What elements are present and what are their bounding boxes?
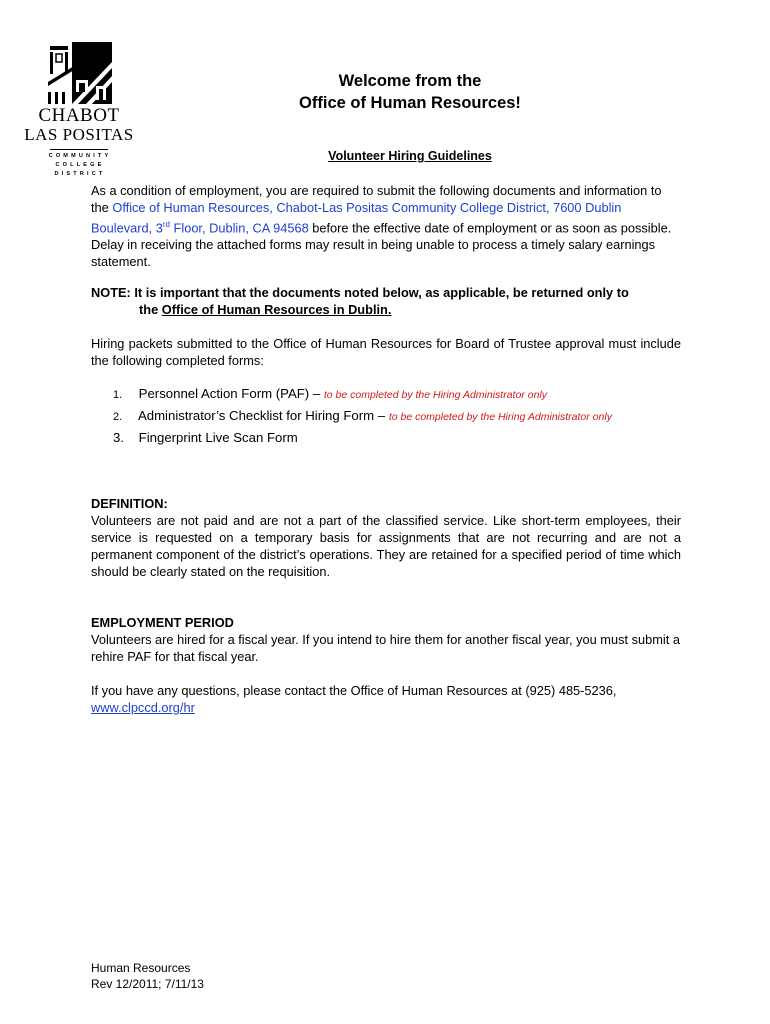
building-logo-icon (46, 42, 112, 104)
definition-heading: DEFINITION: (91, 496, 168, 511)
intro-paragraph (91, 182, 681, 270)
packets-paragraph: Hiring packets submitted to the Office of Human Resources for Board of Trustee approval must include the following completed forms: (91, 336, 681, 368)
note-text-a: It is important that the documents noted below, as applicable, be returned only to (134, 285, 629, 300)
list-item-label: Administrator’s Checklist for Hiring Form – (137, 408, 389, 423)
note-label: NOTE: (91, 285, 131, 300)
list-item-note: to be completed by the Hiring Administrator only (323, 389, 547, 401)
list-item-note: to be completed by the Hiring Administrator only (388, 411, 612, 423)
intro-address-a: Office of Human Resources, Chabot-Las Positas Community College District, 7600 Dublin Boulevard, 3 (91, 200, 622, 236)
list-item (91, 405, 691, 427)
list-item (91, 427, 691, 449)
title-line-2: Office of Human Resources! (299, 94, 521, 112)
district-logo (24, 42, 134, 177)
list-item-number: 1. (113, 389, 123, 401)
definition-text: Volunteers are not paid and are not a part of the classified service. Like short-term employees, their service is requested on a temporary basis for assignments that are not recurring and are not a permanent component of the district’s operations. They are retained for a specified period of time which should be clearly stated on the requisition. (91, 513, 681, 579)
list-item-label: Fingerprint Live Scan Form (138, 430, 298, 445)
hr-website-link[interactable]: www.clpccd.org/hr (91, 700, 195, 715)
employment-heading: EMPLOYMENT PERIOD (91, 615, 234, 630)
logo-community: COMMUNITY (48, 153, 112, 159)
intro-text-2: before the effective date of employment or as soon as possible. Delay in receiving the attached forms may result in being unable to process a timely salary earnings statement. (91, 220, 672, 270)
title-line-1: Welcome from the (338, 72, 482, 90)
list-item-number: 3. (113, 430, 124, 445)
logo-college: COLLEGE (55, 162, 105, 168)
intro-text-1: As a condition of employment, you are required to submit the following documents and information to the (91, 183, 662, 215)
contact-text: If you have any questions, please contact the Office of Human Resources at (925) 485-5236, (91, 683, 617, 698)
contact-paragraph (91, 682, 681, 716)
intro-address-b: Floor, Dublin, CA 94568 (169, 220, 309, 236)
logo-name-chabot: CHABOT (38, 105, 120, 126)
note-block (91, 284, 691, 318)
footer-revision: Rev 12/2011; 7/11/13 (91, 977, 204, 991)
logo-divider (50, 149, 108, 150)
note-office-dublin: Office of Human Resources in Dublin. (161, 302, 392, 317)
footer (91, 960, 204, 992)
required-forms-list (91, 383, 691, 449)
footer-department: Human Resources (91, 961, 191, 975)
note-text-b: the (139, 302, 162, 317)
list-item (91, 383, 691, 405)
logo-name-las-positas: LAS POSITAS (24, 125, 134, 144)
list-item-label: Personnel Action Form (PAF) – (138, 386, 324, 401)
page-title (200, 70, 620, 114)
employment-text: Volunteers are hired for a fiscal year. If you intend to hire them for another fiscal year, you must submit a rehire PAF for that fiscal year. (91, 632, 680, 664)
list-item-number: 2. (113, 411, 123, 423)
intro-address-sup: rd (162, 220, 170, 229)
logo-district: DISTRICT (54, 171, 106, 177)
page-subtitle: Volunteer Hiring Guidelines (328, 149, 492, 163)
